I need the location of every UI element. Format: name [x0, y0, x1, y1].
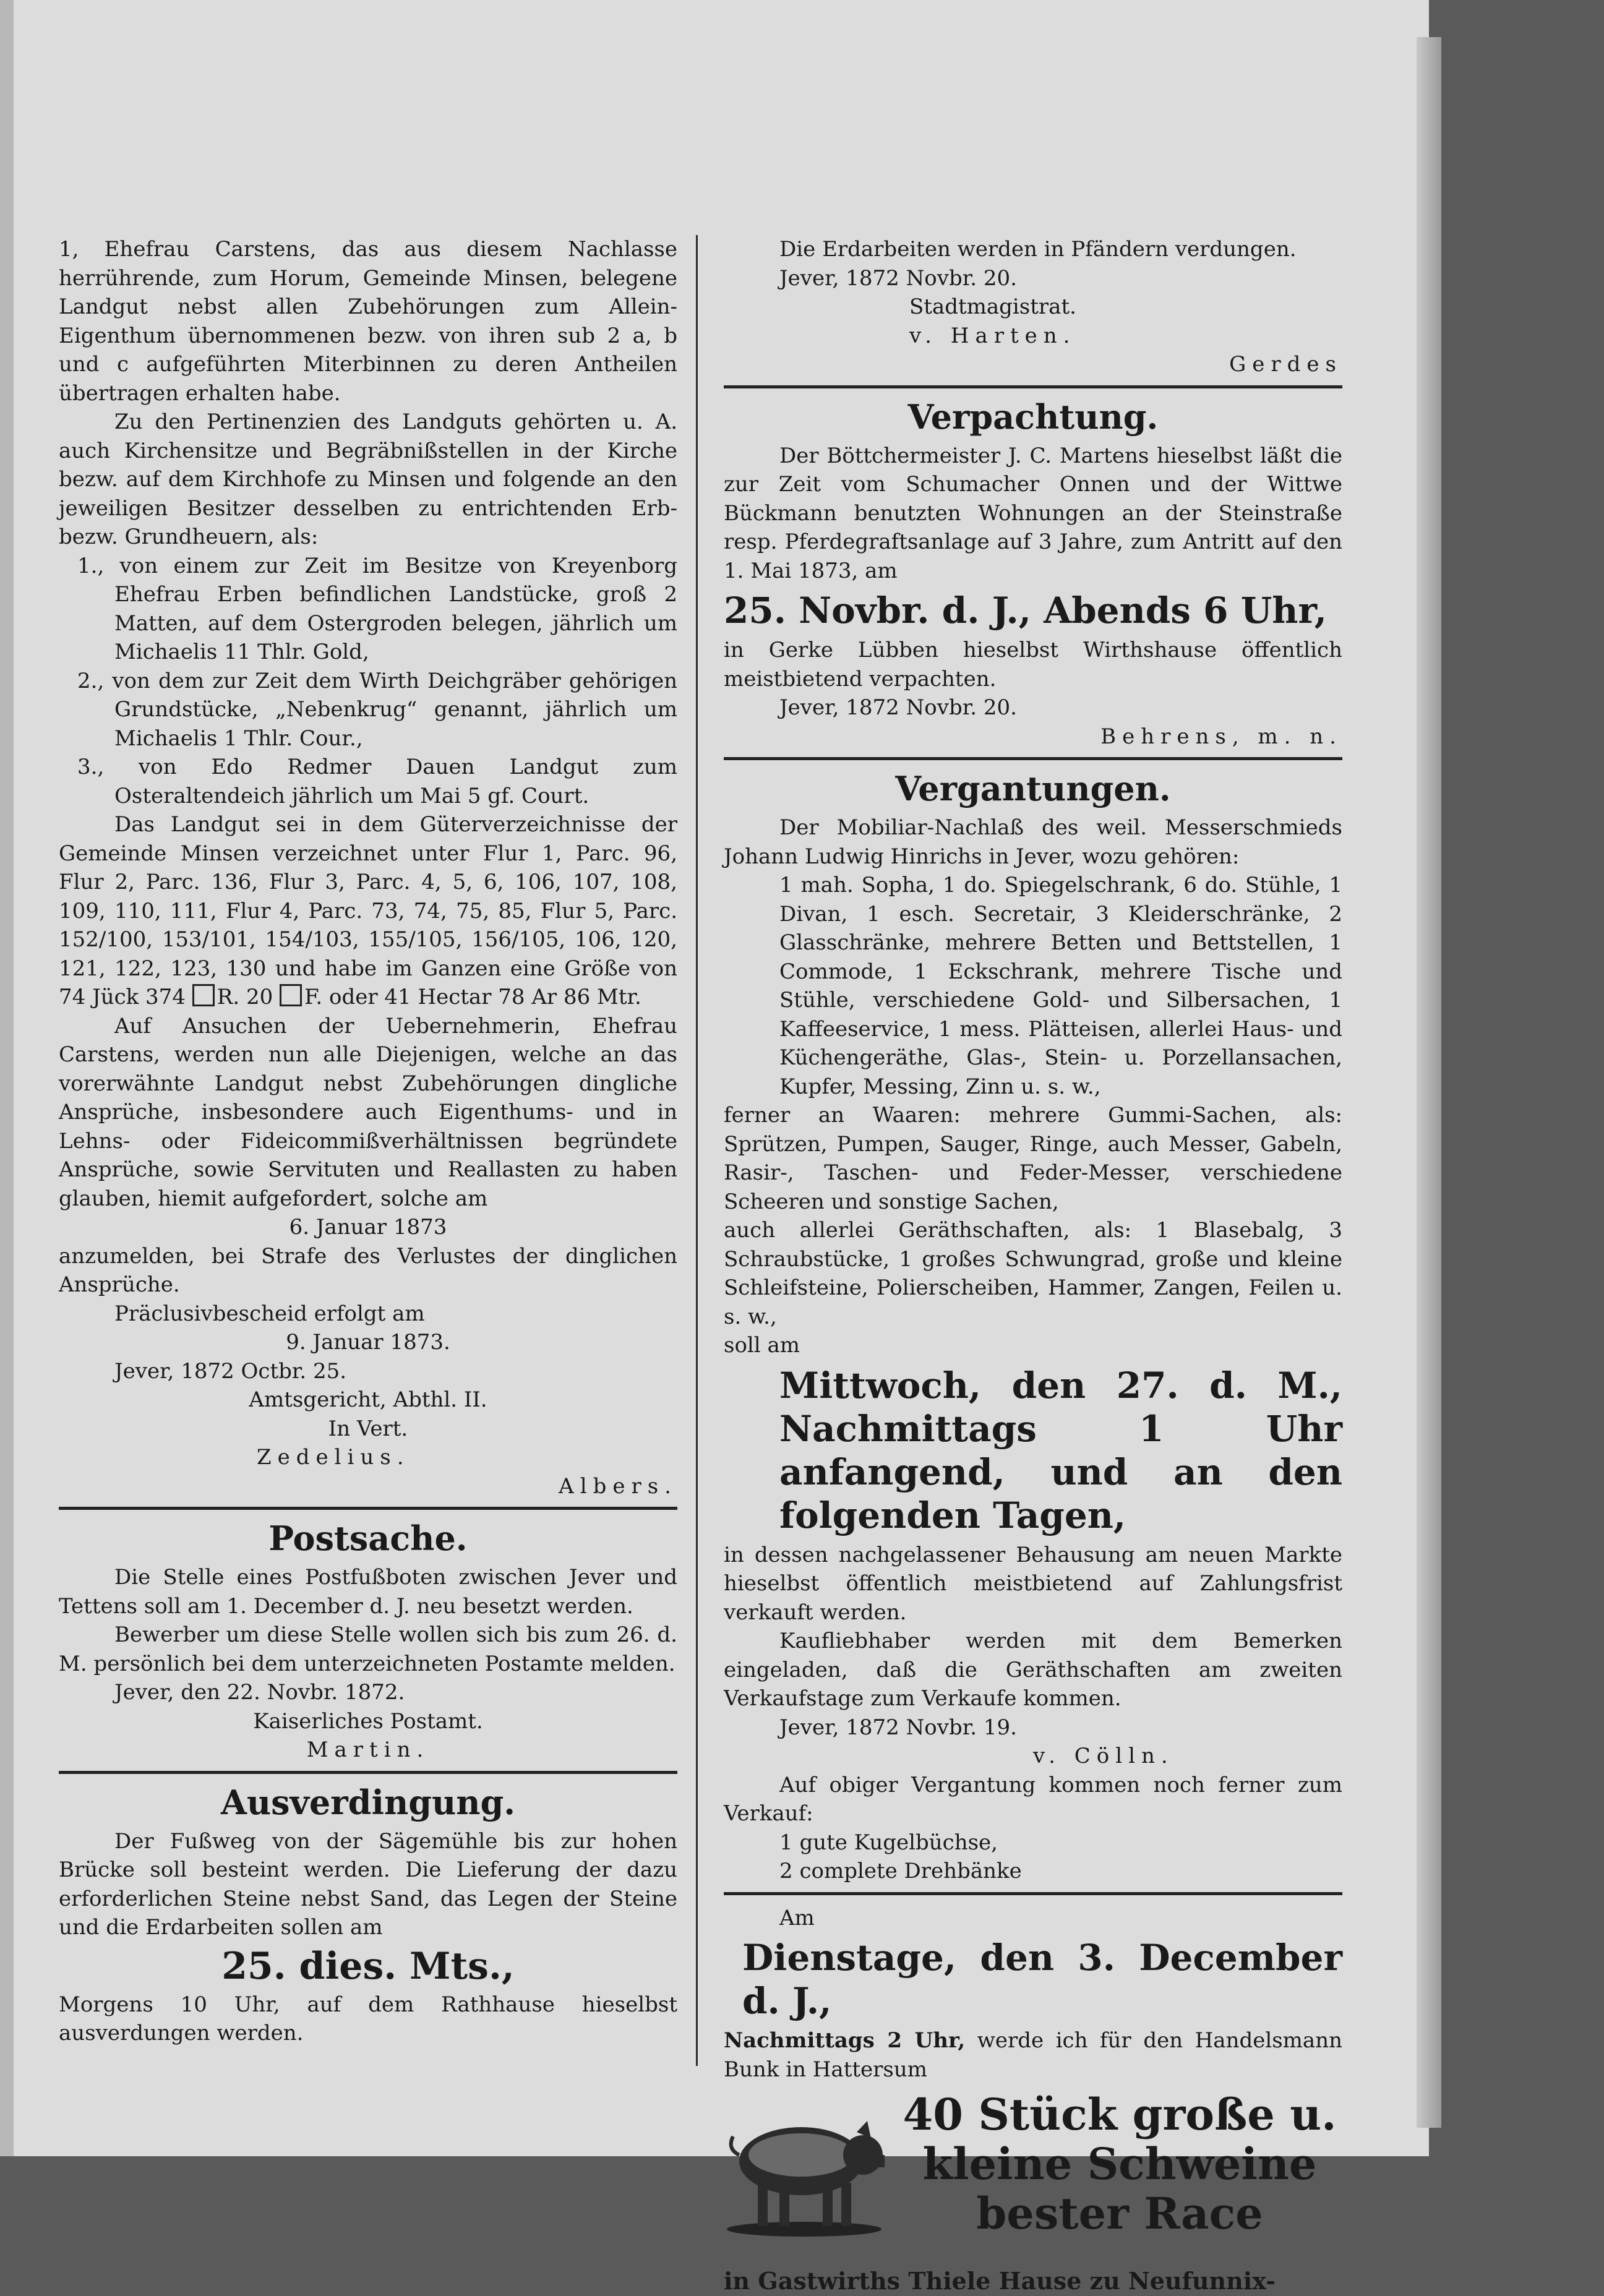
pig-advertisement-headline: 40 Stück große u. kleine Schweine bester Race	[903, 2089, 1337, 2239]
ausverdingung-date: 25. dies. Mts.,	[221, 1944, 515, 1988]
vergantungen-paragraph-4: Auf obiger Vergantung kommen noch ferner zum Verkauf:	[724, 1772, 1342, 1826]
preclusion-date: 9. Januar 1873.	[286, 1330, 450, 1355]
estate-paragraph-4: Auf Ansuchen der Uebernehmerin, Ehefrau Carstens, werden nun alle Diejenigen, welche an das vorerwähnte Landgut nebst Zubehörungen dingliche Ansprüche, insbesondere auch Eigenthums- und in Lehns- oder Fideicommißverhältnissen begründete Ansprüche, sowie Servituten und Reallasten zu haben glauben, hiemit aufgefordert, solche am	[59, 1013, 677, 1211]
court-in-vert: In Vert.	[328, 1416, 408, 1441]
court-signature-1: Zedelius.	[257, 1445, 410, 1470]
estate-paragraph-1: 1, Ehefrau Carstens, das aus diesem Nachlasse herrührende, zum Horum, Gemeinde Minsen, belegene Landgut nebst allen Zubehörungen zum Allein-Eigenthum übernommenen bezw. von ihren sub 2 a, b und c aufgeführten Miterbinnen zu deren Antheilen übertragen erhalten habe.	[59, 237, 677, 406]
page-edge-shadow	[1417, 37, 1441, 2128]
estate-list-item-1: 1., von einem zur Zeit im Besitze von Kreyenborg Ehefrau Erben befindlichen Landstücke, groß 2 Matten, auf dem Ostergroden belegen, jährlich um Michaelis 11 Thlr. Gold,	[77, 553, 677, 664]
vergantungen-sale-intro: soll am	[724, 1333, 800, 1358]
section-divider	[724, 757, 1342, 760]
post-paragraph-1: Die Stelle eines Postfußboten zwischen Jever und Tettens soll am 1. December d. J. neu besetzt werden.	[59, 1565, 677, 1619]
post-signature: Martin.	[306, 1737, 430, 1762]
verpachtung-signature: Behrens, m. n.	[1100, 724, 1342, 749]
post-office-name: Kaiserliches Postamt.	[253, 1708, 483, 1734]
verpachtung-date: 25. Novbr. d. J., Abends 6 Uhr,	[724, 589, 1327, 632]
vergantungen-paragraph-1: Der Mobiliar-Nachlaß des weil. Messerschmieds Johann Ludwig Hinrichs in Jever, wozu gehören:	[724, 815, 1342, 869]
auction-paragraph: Nachmittags 2 Uhr, werde ich für den Handelsmann Bunk in Hattersum	[724, 2028, 1342, 2082]
pig-advertisement-location: in Gastwirths Thiele Hause zu Neufunnix-	[724, 2267, 1276, 2295]
square-rute-symbol-icon	[192, 984, 215, 1006]
earthworks-note: Die Erdarbeiten werden in Pfändern verdungen.	[779, 237, 1297, 262]
magistrate-signature-2: Gerdes	[1229, 352, 1342, 377]
ausverdingung-paragraph-1: Der Fußweg von der Sägemühle bis zur hohen Brücke soll besteint werden. Die Lieferung der dazu erforderlichen Steine nebst Sand, das Legen der Steine und die Erdarbeiten sollen am	[59, 1828, 677, 1940]
estate-list-item-3: 3., von Edo Redmer Dauen Landgut zum Osteraltendeich jährlich um Mai 5 gf. Court.	[77, 755, 677, 808]
post-paragraph-2: Bewerber um diese Stelle wollen sich bis zum 26. d. M. persönlich bei dem unterzeichneten Postamte melden.	[59, 1622, 677, 1676]
estate-paragraph-3: Das Landgut sei in dem Güterverzeichnisse der Gemeinde Minsen verzeichnet unter Flur 1, Parc. 96, Flur 2, Parc. 136, Flur 3, Parc. 4, 5, 6, 106, 107, 108, 109, 110, 111, Flur 4, Parc. 73, 74, 75, 85, Flur 5, Parc. 152/100, 153/101, 154/103, 155/105, 156/105, 106, 120, 121, 122, 123, 130 und habe im Ganzen eine Größe von 74 Jück 374 R. 20 F. oder 41 Hectar 78 Ar 86 Mtr.	[59, 812, 677, 1009]
vergantungen-paragraph-2: in dessen nachgelassener Behausung am neuen Markte hieselbst öffentlich meistbietend auf Zahlungsfrist verkauft werden.	[724, 1542, 1342, 1625]
left-column	[59, 235, 677, 2048]
auction-am: Am	[779, 1905, 815, 1930]
vergantungen-place-date: Jever, 1872 Novbr. 19.	[779, 1715, 1017, 1740]
auction-date: Dienstage, den 3. December d. J.,	[742, 1937, 1342, 2022]
post-place-date: Jever, den 22. Novbr. 1872.	[114, 1680, 405, 1705]
verpachtung-paragraph-1: Der Böttchermeister J. C. Martens hieselbst läßt die zur Zeit vom Schumacher Onnen und der Wittwe Bückmann benutzten Wohnungen an der Steinstraße resp. Pferdegraftsanlage auf 3 Jahre, zum Antritt auf den 1. Mai 1873, am	[724, 443, 1342, 583]
vergantungen-items-furniture: 1 mah. Sopha, 1 do. Spiegelschrank, 6 do. Stühle, 1 Divan, 1 esch. Secretair, 3 Kleiderschränke, 2 Glasschränke, mehrere Betten und Bettstellen, 1 Commode, 1 Eckschrank, mehrere Tische und Stühle, verschiedene Gold- und Silbersachen, 1 Kaffeeservice, 1 mess. Plätteisen, allerlei Haus- und Küchengeräthe, Glas-, Stein- u. Porzellansachen, Kupfer, Messing, Zinn u. s. w.,	[779, 873, 1342, 1099]
court-place-date: Jever, 1872 Octbr. 25.	[114, 1358, 347, 1384]
court-signature-2: Albers.	[559, 1473, 677, 1499]
preclusion-notice: Präclusivbescheid erfolgt am	[114, 1301, 425, 1326]
vergantungen-items-tools: auch allerlei Geräthschaften, als: 1 Blasebalg, 3 Schraubstücke, 1 großes Schwungrad, große und kleine Schleifsteine, Polierscheiben, Hammer, Zangen, Feilen u. s. w.,	[724, 1218, 1342, 1329]
vergantungen-paragraph-3: Kaufliebhaber werden mit dem Bemerken eingeladen, daß die Geräthschaften am zweiten Verkaufstage zum Verkaufe kommen.	[724, 1629, 1342, 1711]
left-page-edge	[0, 0, 14, 2156]
court-name: Amtsgericht, Abthl. II.	[249, 1387, 487, 1412]
section-divider	[724, 385, 1342, 388]
square-foot-symbol-icon	[280, 984, 302, 1006]
vergantungen-date: Mittwoch, den 27. d. M., Nachmittags 1 Uhr anfangend, und an den folgenden Tagen,	[779, 1364, 1342, 1536]
column-rule	[696, 235, 698, 2066]
estate-paragraph-5: anzumelden, bei Strafe des Verlustes der dinglichen Ansprüche.	[59, 1243, 677, 1297]
ausverdingung-paragraph-2: Morgens 10 Uhr, auf dem Rathhause hieselbst ausverdungen werden.	[59, 1992, 677, 2045]
estate-list-item-2: 2., von dem zur Zeit dem Wirth Deichgräber gehörigen Grundstücke, „Nebenkrug“ genannt, jährlich um Michaelis 1 Thlr. Cour.,	[77, 668, 677, 751]
section-divider	[59, 1507, 677, 1510]
sale-item-1: 1 gute Kugelbüchse,	[779, 1830, 998, 1855]
ausverdingung-heading: Ausverdingung.	[220, 1782, 516, 1822]
magistrate-signature-1: v. Harten.	[909, 323, 1076, 348]
claim-date: 6. Januar 1873	[289, 1215, 447, 1240]
right-column	[724, 235, 1342, 2296]
sale-item-2: 2 complete Drehbänke	[779, 1859, 1022, 1883]
vergantungen-heading: Vergantungen.	[895, 769, 1171, 808]
magistrate-place-date: Jever, 1872 Novbr. 20.	[779, 265, 1017, 291]
pig-advertisement	[724, 2090, 1342, 2263]
verpachtung-paragraph-2: in Gerke Lübben hieselbst Wirthshause öffentlich meistbietend verpachten.	[724, 638, 1342, 692]
section-divider	[59, 1771, 677, 1774]
verpachtung-place-date: Jever, 1872 Novbr. 20.	[779, 695, 1017, 720]
vergantungen-signature: v. Cölln.	[1033, 1744, 1174, 1768]
estate-paragraph-2: Zu den Pertinenzien des Landguts gehörten u. A. auch Kirchensitze und Begräbnißstellen in der Kirche bezw. auf dem Kirchhofe zu Minsen und folgende an den jeweiligen Besitzer desselben zu entrichtenden Erb- bezw. Grundheuern, als:	[59, 409, 677, 549]
magistrate-name: Stadtmagistrat.	[909, 294, 1076, 319]
verpachtung-heading: Verpachtung.	[907, 396, 1159, 437]
section-divider	[724, 1892, 1342, 1895]
pig-illustration-icon	[724, 2096, 885, 2238]
postsache-heading: Postsache.	[268, 1519, 468, 1558]
vergantungen-items-goods: ferner an Waaren: mehrere Gummi-Sachen, als: Sprützen, Pumpen, Sauger, Ringe, auch Messer, Gabeln, Rasir-, Taschen- und Feder-Messer, verschiedene Scheeren und sonstige Sachen,	[724, 1103, 1342, 1214]
